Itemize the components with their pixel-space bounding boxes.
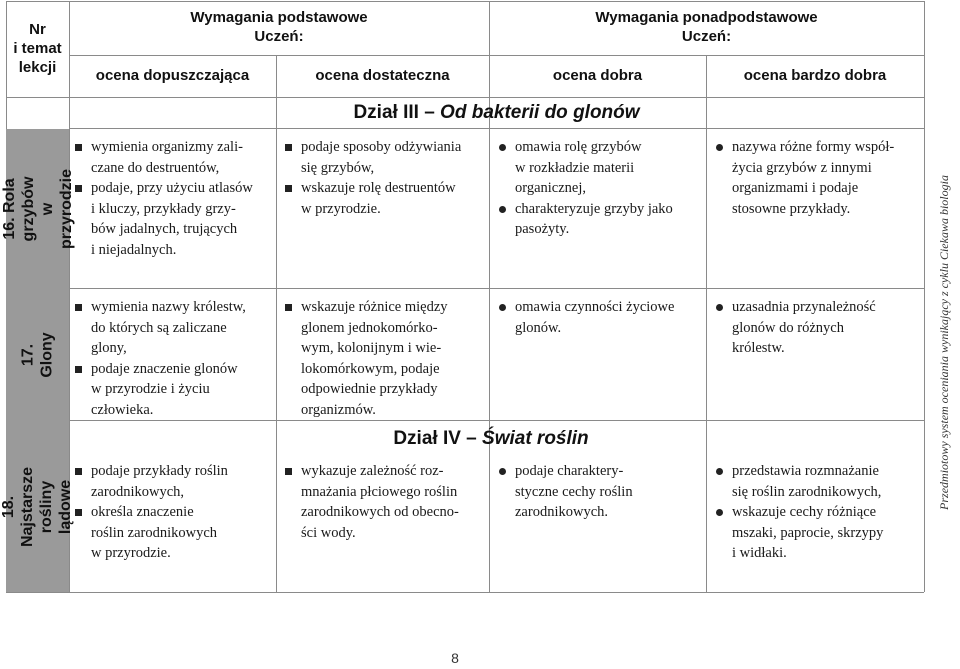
- rule-col-2: [276, 55, 277, 592]
- grade-1: ocena dopuszczająca: [95, 67, 250, 84]
- row18-grade2: [284, 461, 488, 543]
- section-4-title: Świat roślin: [482, 428, 589, 449]
- list-item: wskazuje rolę destruentów w przyrodzie.: [284, 178, 488, 219]
- list-item: wskazuje cechy różniące mszaki, paprocie, skrzypy i widłaki.: [715, 502, 923, 564]
- grade-4: ocena bardzo dobra: [743, 67, 887, 84]
- row18-grade4: [715, 461, 923, 564]
- row17-grade4: [715, 297, 923, 359]
- row-title-18: 18. Najstarsze rośliny lądowe: [0, 466, 75, 547]
- rule-row-1: [6, 288, 924, 289]
- row16-grade4: [715, 137, 923, 219]
- row17-grade2: [284, 297, 488, 420]
- rule-right: [924, 1, 925, 592]
- list-item: podaje charaktery- styczne cechy roślin zarodnikowych.: [498, 461, 704, 523]
- list-item: podaje przykłady roślin zarodnikowych,: [74, 461, 274, 502]
- row18-grade1: [74, 461, 274, 564]
- list-item: podaje sposoby odżywiania się grzybów,: [284, 137, 488, 178]
- header-nr: Nr i temat lekcji: [13, 21, 62, 76]
- list-item: charakteryzuje grzyby jako pasożyty.: [498, 199, 704, 240]
- list-item: uzasadnia przynależność glonów do różnych królestw.: [715, 297, 923, 359]
- rule-group: [69, 55, 924, 56]
- rule-col-3: [489, 1, 490, 592]
- grade-2: ocena dostateczna: [315, 67, 450, 84]
- list-item: podaje, przy użyciu atlasów i kluczy, przykłady grzy- bów jadalnych, trujących i niejadalnych.: [74, 178, 274, 260]
- list-item: wymienia nazwy królestw, do których są zaliczane glony,: [74, 297, 274, 359]
- rule-col-4: [706, 55, 707, 592]
- list-item: podaje znaczenie glonów w przyrodzie i życiu człowieka.: [74, 359, 274, 421]
- section-3-title: Od bakterii do glonów: [440, 102, 640, 123]
- section-heading-4: [276, 428, 706, 450]
- list-item: wskazuje różnice między glonem jednokomórko- wym, kolonijnym i wie- lokomórkowym, podaje odpowiednie przykłady organizmów.: [284, 297, 488, 420]
- rule-bottom: [6, 592, 924, 593]
- row17-grade3: [498, 297, 704, 338]
- rule-top: [6, 1, 924, 2]
- list-item: wymienia organizmy zali- czane do destruentów,: [74, 137, 274, 178]
- list-item: wykazuje zależność roz- mnażania płciowego roślin zarodnikowych od obecno- ści wody.: [284, 461, 488, 543]
- grade-3: ocena dobra: [552, 67, 643, 84]
- header-advanced: Wymagania ponadpodstawowe Uczeń:: [595, 9, 818, 45]
- section-4-prefix: Dział IV –: [393, 428, 483, 449]
- row17-grade1: [74, 297, 274, 420]
- side-note: Przedmiotowy system oceniania wynikający z cyklu Ciekawa biologia: [936, 175, 951, 510]
- list-item: omawia czynności życiowe glonów.: [498, 297, 704, 338]
- page-number: 8: [451, 650, 459, 666]
- section-heading-3: [69, 102, 924, 124]
- row-title-17: 17. Glony: [19, 331, 56, 378]
- row-title-16: 16. Rola grzybów w przyrodzie: [0, 168, 75, 249]
- list-item: omawia rolę grzybów w rozkładzie materii organicznej,: [498, 137, 704, 199]
- header-basic: Wymagania podstawowe Uczeń:: [190, 9, 368, 45]
- rule-row-2: [6, 420, 924, 421]
- row16-grade1: [74, 137, 274, 260]
- row16-grade2: [284, 137, 488, 219]
- rule-section: [69, 128, 924, 129]
- list-item: określa znaczenie roślin zarodnikowych w przyrodzie.: [74, 502, 274, 564]
- list-item: nazywa różne formy współ- życia grzybów z innymi organizmami i podaje stosowne przykłady.: [715, 137, 923, 219]
- row18-grade3: [498, 461, 704, 523]
- row16-grade3: [498, 137, 704, 240]
- section-3-prefix: Dział III –: [353, 102, 441, 123]
- rule-header-bottom: [6, 97, 924, 98]
- list-item: przedstawia rozmnażanie się roślin zarodnikowych,: [715, 461, 923, 502]
